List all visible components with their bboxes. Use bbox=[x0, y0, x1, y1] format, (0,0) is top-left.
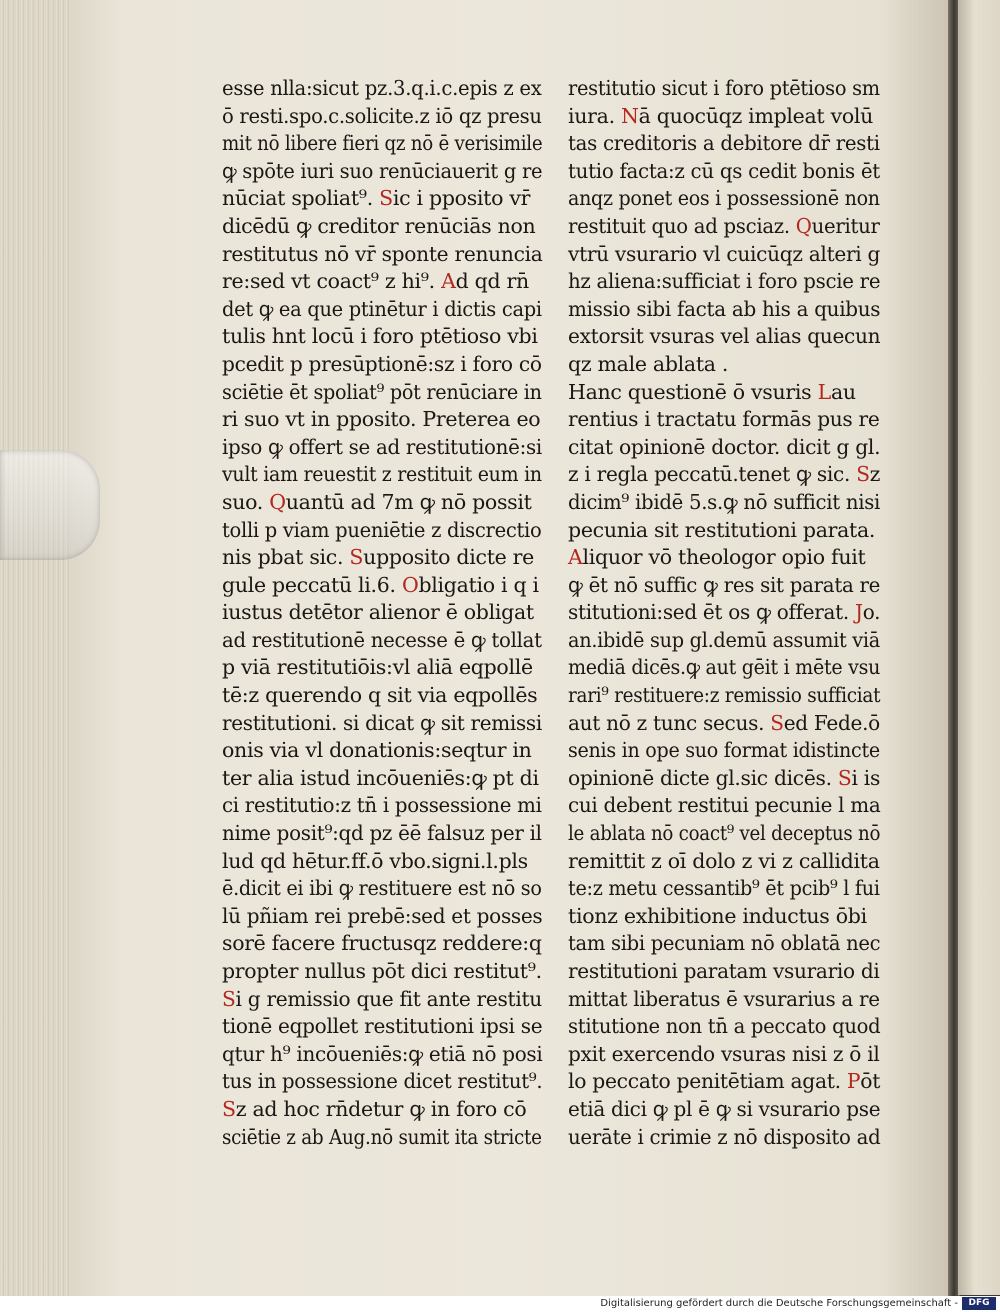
text-line: sciētie ēt spoliat⁹ pōt renūciare in bbox=[222, 379, 542, 404]
text-line: restitutio sicut i foro ptētioso sm bbox=[568, 76, 880, 100]
text-line: rentius i tractatu formās pus re bbox=[568, 407, 880, 432]
rubricated-initial: A bbox=[568, 545, 583, 570]
digitization-footer bbox=[0, 1296, 1000, 1312]
text-line: etiā dici ꝙ pl ē ꝙ si vsurario pse bbox=[568, 1096, 881, 1121]
text-line: nis pbat sic. Supposito dicte re bbox=[222, 545, 535, 570]
text-line: citat opinionē doctor. dicit g gl. bbox=[568, 434, 881, 459]
text-line: iura. Nā quocūqz impleat volū bbox=[568, 103, 874, 128]
text-line: tus in possessione dicet restitut⁹. bbox=[222, 1069, 543, 1094]
rubricated-initial: S bbox=[856, 462, 870, 487]
text-line: le ablata nō coact⁹ vel deceptus nō bbox=[568, 821, 881, 846]
text-line: ꝙ ēt nō suffic ꝙ res sit parata re bbox=[568, 572, 881, 597]
text-line: anqz ponet eos i possessionē non bbox=[568, 186, 880, 211]
text-line: vult iam reuestit z restituit eum in bbox=[222, 462, 542, 487]
text-line: propter nullus pōt dici restitut⁹. bbox=[222, 959, 542, 983]
text-line: det ꝙ ea que ptinētur i dictis capi bbox=[222, 296, 542, 321]
rubricated-initial: O bbox=[401, 572, 419, 597]
text-line: restitutus nō vr̄ sponte renuncia bbox=[222, 241, 543, 266]
text-line: restituit quo ad psciaz. Queritur bbox=[568, 213, 880, 238]
text-line: suo. Quantū ad 7m ꝙ nō possit bbox=[222, 489, 532, 514]
rubricated-initial: S bbox=[837, 765, 852, 790]
text-line: mit nō libere fieri qz nō ē verisimile bbox=[222, 131, 543, 156]
text-line: extorsit vsuras vel alias quecun bbox=[568, 324, 881, 349]
text-line: tolli p viam pueniētie z discrectio bbox=[222, 517, 542, 542]
rubricated-initial: J bbox=[855, 600, 863, 625]
text-line: tulis hnt locū i foro ptētioso vbi bbox=[222, 324, 538, 349]
text-line: ri suo vt in pposito. Preterea eo bbox=[222, 407, 541, 432]
text-line: z i regla peccatū.tenet ꝙ sic. Sz bbox=[568, 462, 881, 487]
text-line: pxit exercendo vsuras nisi z ō il bbox=[568, 1041, 880, 1066]
text-line: senis in ope suo format idistincte bbox=[568, 738, 880, 763]
dfg-logo: DFG bbox=[962, 1297, 996, 1310]
text-line: ad restitutionē necesse ē ꝙ tollat bbox=[222, 627, 542, 652]
text-line: hz aliena:sufficiat i foro pscie re bbox=[568, 269, 881, 294]
rubricated-initial: Q bbox=[269, 489, 286, 514]
text-line: gule peccatū li.6. Obligatio i q i bbox=[222, 572, 539, 597]
rubricated-initial: S bbox=[222, 1096, 236, 1121]
text-line: sorē facere fructusqz reddere:q bbox=[222, 931, 542, 956]
text-line: lud qd hētur.ff.ō vbo.signi.l.pls bbox=[222, 848, 528, 873]
text-line: Hanc questionē ō vsuris Lau bbox=[568, 379, 856, 404]
text-line: iustus detētor alienor ē obligat bbox=[222, 600, 534, 625]
text-line: restitutioni. si dicat ꝙ sit remissi bbox=[222, 710, 542, 735]
text-line: te:z metu cessantib⁹ ēt pcib⁹ l fui bbox=[568, 876, 880, 901]
text-line: aut nō z tunc secus. Sed Fede.ō bbox=[568, 710, 880, 735]
text-line: pcedit p presūptionē:sz i foro cō bbox=[222, 351, 542, 376]
text-line: qz male ablata . bbox=[568, 351, 729, 376]
rubricated-initial: N bbox=[621, 103, 639, 128]
text-line: remittit z oī dolo z vi z callidita bbox=[568, 848, 880, 873]
left-text-column bbox=[222, 75, 542, 1151]
text-line: onis via vl donationis:seqtur in bbox=[222, 738, 532, 763]
text-line: opinionē dicte gl.sic dicēs. Si is bbox=[568, 765, 881, 790]
text-line: ipso ꝙ offert se ad restitutionē:si bbox=[222, 434, 542, 459]
text-line: dicēdū ꝙ creditor renūciās non bbox=[222, 213, 536, 238]
rubricated-initial: S bbox=[349, 545, 364, 570]
rubricated-initial: P bbox=[846, 1069, 861, 1094]
text-line: rari⁹ restituere:z remissio sufficiat bbox=[568, 683, 881, 708]
text-line: mediā dicēs.ꝙ aut gēit i mēte vsu bbox=[568, 655, 881, 680]
text-line: lū pñiam rei prebē:sed et posses bbox=[222, 903, 543, 928]
text-line: tam sibi pecuniam nō oblatā nec bbox=[568, 931, 881, 956]
text-line: nūciat spoliat⁹. Sic i pposito vr̄ bbox=[222, 186, 531, 211]
text-line: ter alia istud incōueniēs:ꝙ pt di bbox=[222, 765, 539, 790]
text-line: Sz ad hoc rn̄detur ꝙ in foro cō bbox=[222, 1096, 527, 1121]
text-line: tutio facta:z cū qs cedit bonis ēt bbox=[568, 158, 880, 183]
text-line: ꝙ spōte iuri suo renūciauerit g re bbox=[222, 158, 543, 183]
page-clip bbox=[0, 450, 100, 560]
text-line: an.ibidē sup gl.demū assumit viā bbox=[568, 627, 880, 652]
text-line: esse nlla:sicut pz.3.q.i.c.epis z ex bbox=[222, 76, 542, 100]
rubricated-initial: S bbox=[222, 986, 236, 1011]
text-line: missio sibi facta ab his a quibus bbox=[568, 296, 881, 321]
text-line: sciētie z ab Aug.nō sumit ita stricte bbox=[222, 1124, 542, 1149]
text-line: restitutioni paratam vsurario di bbox=[568, 959, 880, 983]
text-line: vtrū vsurario vl cuicūqz alteri g bbox=[568, 241, 881, 266]
rubricated-initial: A bbox=[441, 269, 456, 294]
facing-page-edge bbox=[958, 0, 1000, 1295]
text-line: pecunia sit restitutioni parata. bbox=[568, 517, 876, 542]
text-line: Si g remissio que fit ante restitu bbox=[222, 986, 542, 1011]
text-line: uerāte i crimie z nō disposito ad bbox=[568, 1124, 881, 1149]
text-line: ō resti.spo.c.solicite.z iō qz presu bbox=[222, 103, 542, 128]
rubricated-initial: Q bbox=[795, 213, 812, 238]
rubricated-initial: L bbox=[817, 379, 831, 404]
text-line: stitutione non tn̄ a peccato quod bbox=[568, 1014, 881, 1039]
text-line: qtur h⁹ incōueniēs:ꝙ etiā nō posi bbox=[222, 1041, 543, 1066]
text-line: p viā restitutiōis:vl aliā eqpollē bbox=[222, 655, 533, 680]
text-line: nime posit⁹:qd pz ēē falsuz per il bbox=[222, 821, 542, 846]
rubricated-initial: S bbox=[770, 710, 784, 735]
text-line: stitutioni:sed ēt os ꝙ offerat. Jo. bbox=[568, 600, 881, 625]
page-edges bbox=[0, 0, 70, 1300]
text-line: lo peccato penitētiam agat. Pōt bbox=[568, 1069, 881, 1094]
text-line: cui debent restitui pecunie l ma bbox=[568, 793, 881, 818]
right-text-column bbox=[568, 75, 880, 1151]
text-line: dicim⁹ ibidē 5.s.ꝙ nō sufficit nisi bbox=[568, 489, 881, 514]
text-line: tas creditoris a debitore dr̄ resti bbox=[568, 131, 880, 156]
text-line: Aliquor vō theologor opio fuit bbox=[568, 545, 866, 570]
text-line: tionē eqpollet restitutioni ipsi se bbox=[222, 1014, 543, 1039]
footer-credit: Digitalisierung gefördert durch die Deutsche Forschungsgemeinschaft - bbox=[600, 1298, 958, 1309]
text-line: tionz exhibitione inductus ōbi bbox=[568, 903, 867, 928]
text-line: ci restitutio:z tn̄ i possessione mi bbox=[222, 793, 542, 818]
text-line: ē.dicit ei ibi ꝙ restituere est nō so bbox=[222, 876, 542, 901]
text-line: mittat liberatus ē vsurarius a re bbox=[568, 986, 880, 1011]
text-line: tē:z querendo q sit via eqpollēs bbox=[222, 683, 538, 708]
text-line: re:sed vt coact⁹ z hi⁹. Ad qd rn̄ bbox=[222, 269, 529, 294]
rubricated-initial: S bbox=[379, 186, 393, 211]
